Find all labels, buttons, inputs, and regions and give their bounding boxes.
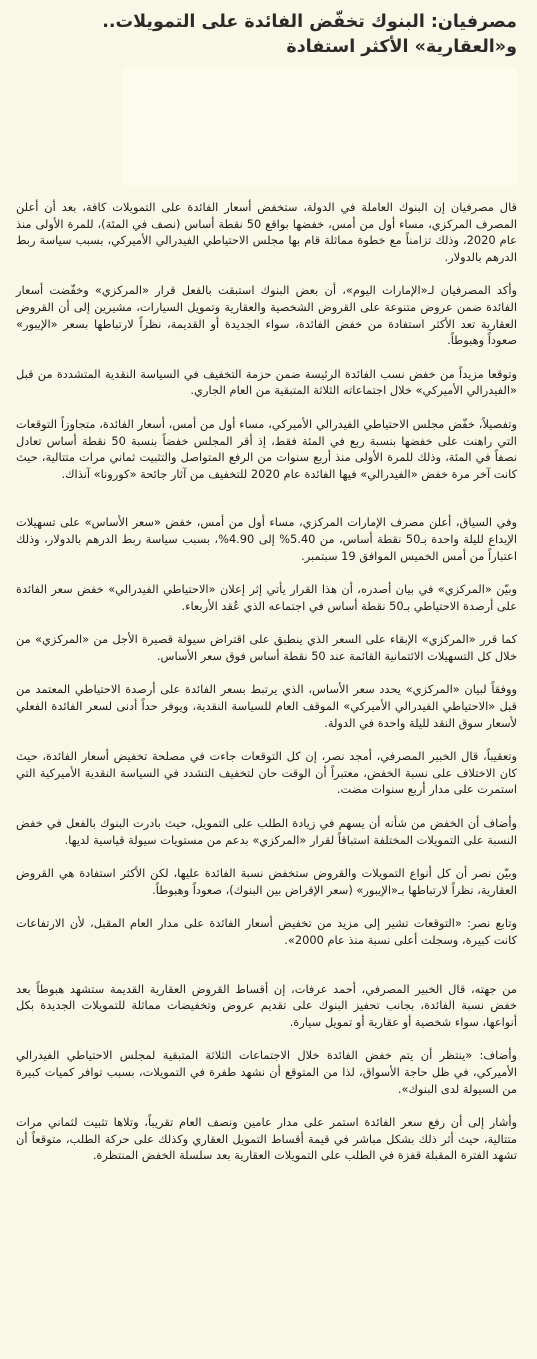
ad-placeholder [122,68,517,185]
paragraph: وتوقعا مزيداً من خفض نسب الفائدة الرئيسة ضمن حزمة التخفيف في السياسة النقدية المتشددة من قبل «الفيدرالي الأميركي» خلال اجتماعاته الثلاثة المتبقية من العام الجاري. [16,366,517,398]
paragraph: وبيّن نصر أن كل أنواع التمويلات والقروض ستخفض نسبة الفائدة عليها، لكن الأكثر استفادة هي القروض العقارية، نظراً لارتباطها بـ«الإيبور» (سعر الإقراض بين البنوك)، صعوداً وهبوطاً. [16,866,517,897]
paragraph: كما قرر «المركزي» الإبقاء على السعر الذي ينطبق على اقتراض سيولة قصيرة الأجل من «المركزي» من خلال كل التسهيلات الائتمانية القائمة عند 50 نقطة أساس فوق سعر الأساس. [16,632,517,663]
paragraph: وتابع نصر: «التوقعات تشير إلى مزيد من تخفيض أسعار الفائدة على مدار العام المقبل، لأن الارتفاعات كانت كبيرة، وسجلت أعلى نسبة منذ عام 2000». [16,916,517,947]
paragraph: وأكد المصرفيان لـ«الإمارات اليوم»، أن بعض البنوك استبقت بالفعل قرار «المركزي» وخفّضت أسعار الفائدة ضمن عروض متنوعة على القروض الشخصية والعقارية وتمويل السيارات، مشيرين إلى أن القروض العقارية تعد الأكثر استفادة من خفض الفائدة، سواء الجديدة أو القديمة، نظراً لارتباطها بسعر «الإيبور» صعوداً وهبوطاً. [16,283,517,348]
paragraph: وأشار إلى أن رفع سعر الفائدة استمر على مدار عامين ونصف العام تقريباً، وتلاها تثبيت لثماني مرات متتالية، حيث أثر ذلك بشكل مباشر في قيمة أقساط التمويل العقاري وكذلك على حركة الطلب، متوقعاً أن تشهد الفترة المقبلة قفزة في الطلب على التمويلات العقارية بعد سلسلة الخفض المنتظرة. [16,1115,517,1163]
article-title: مصرفيان: البنوك تخفّض الفائدة على التمويلات.. و«العقارية» الأكثر استفادة [102,12,517,57]
article-body [16,199,517,1164]
paragraph: وتفصيلاً، خفّض مجلس الاحتياطي الفيدرالي الأميركي، مساء أول من أمس، أسعار الفائدة، متجاوزاً التوقعات التي راهنت على خفضها بنسبة ربع في المئة فقط، إذ أقر المجلس خفضاً بنسبة 50 نقطة أساس تعادل نصفاً في المئة، وذلك للمرة الأولى منذ أربع سنوات من الرفع المتواصل والتثبيت ثماني مرات متتالية، حيث كانت آخر مرة خفض «الفيدرالي» فيها الفائدة عام 2020 للتخفيف من آثار جائحة «كورونا» آنذاك. [16,416,517,481]
paragraph: وأضاف: «ينتظر أن يتم خفض الفائدة خلال الاجتماعات الثلاثة المتبقية لمجلس الاحتياطي الفيدرالي الأميركي، في ظل حاجة الأسواق، لذا من المتوقع أن نشهد طفرة في التمويلات، بسبب توافر كميات كبيرة من السيولة لدى البنوك». [16,1048,517,1096]
paragraph: من جهته، قال الخبير المصرفي، أحمد عرفات، إن أقساط القروض العقارية القديمة ستشهد هبوطاً بعد خفض نسبة الفائدة، بجانب تحفيز البنوك على تقديم عروض وتخفيضات مماثلة للتمويلات الجديدة بكل أنواعها، سواء شخصية أو عقارية أو تمويل سيارة. [16,981,517,1029]
paragraph: ووفقاً لبيان «المركزي» يحدد سعر الأساس، الذي يرتبط بسعر الفائدة على أرصدة الاحتياطي المعتمد من قبل «الاحتياطي الفيدرالي الأميركي» الموقف العام للسياسة النقدية، ويوفر حداً أدنى لسعر الفائدة الفعلي لأسعار سوق النقد لليلة واحدة في الدولة. [16,682,517,730]
paragraph: وفي السياق، أعلن مصرف الإمارات المركزي، مساء أول من أمس، خفض «سعر الأساس» على تسهيلات الإيداع لليلة واحدة بـ50 نقطة أساس، من 5.40% إلى 4.90%، بسبب سياسة ربط الدرهم بالدولار، وذلك اعتباراً من أمس الخميس الموافق 19 سبتمبر. [16,515,517,563]
paragraph: وأضاف أن الخفض من شأنه أن يسهم في زيادة الطلب على التمويل، حيث بادرت البنوك بالفعل في خفض النسبة على التمويلات المختلفة استباقاً لقرار «المركزي» بدعم من مستويات سيولة قياسية لديها. [16,816,517,847]
paragraph: قال مصرفيان إن البنوك العاملة في الدولة، ستخفض أسعار الفائدة على التمويلات كافة، بعد أن أعلن المصرف المركزي، مساء أول من أمس، خفضها بواقع 50 نقطة أساس (نصف في المئة)، للمرة الأولى منذ عام 2020، وذلك تزامناً مع خطوة مماثلة قام بها مجلس الاحتياطي الفيدرالي الأميركي، بسبب سياسة ربط الدرهم بالدولار. [16,200,517,264]
paragraph: وتعقيباً، قال الخبير المصرفي، أمجد نصر، إن كل التوقعات جاءت في مصلحة تخفيض أسعار الفائدة، حيث كان الاختلاف على نسبة الخفض، معتبراً أن الوقت حان لتخفيف التشدد في السياسة النقدية الأميركية التي استمرت على مدار أربع سنوات مضت. [16,749,517,797]
paragraph: وبيّن «المركزي» في بيان أصدره، أن هذا القرار يأتي إثر إعلان «الاحتياطي الفيدرالي» خفض سعر الفائدة على أرصدة الاحتياطي بـ50 نقطة أساس في اجتماعه الذي عُقد الأربعاء. [16,582,517,613]
ad-container [16,60,517,185]
